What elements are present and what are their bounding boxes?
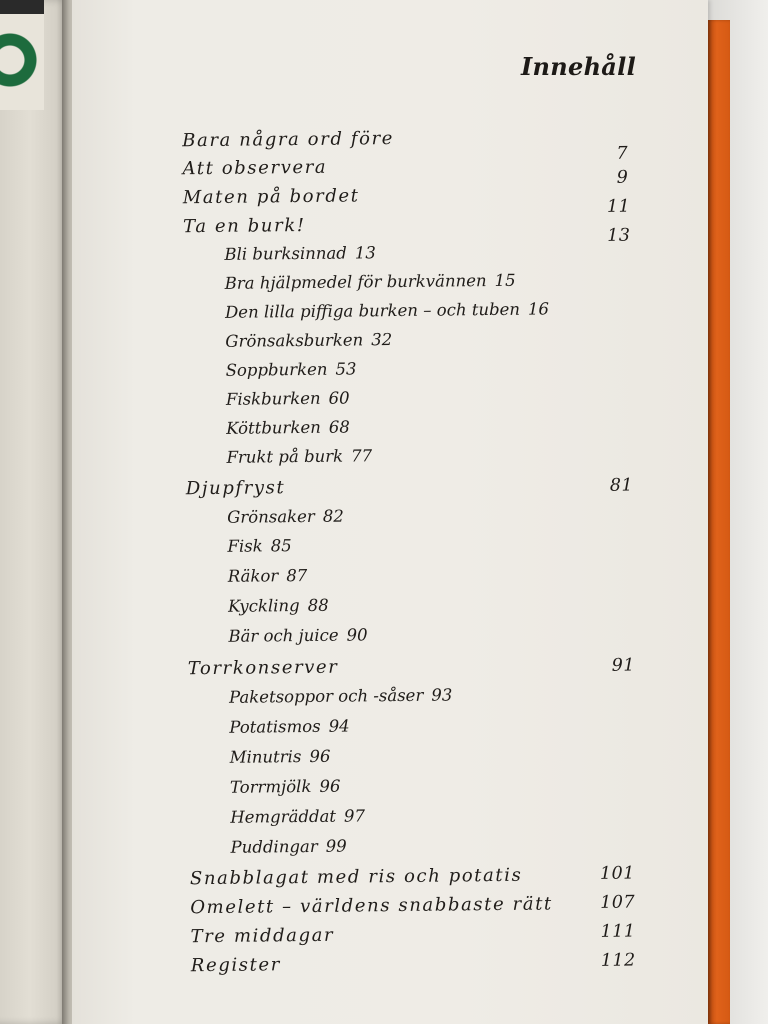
chapter-title: Bara några ord före [182, 128, 395, 152]
subitem-title: Räkor [227, 566, 279, 586]
chapter-title: Tre middagar [190, 924, 335, 948]
subitem-page-number: 94 [328, 716, 350, 736]
chapter-page-number: 101 [599, 863, 635, 884]
subitem-title: Kyckling [228, 596, 300, 616]
subitem-title: Paketsoppor och -såser [228, 685, 424, 707]
chapter-title: Torrkonserver [187, 656, 339, 680]
chapter-page-number: 112 [600, 950, 636, 971]
subitem-title: Bär och juice [228, 625, 339, 646]
chapter-title: Snabblagat med ris och potatis [189, 864, 523, 890]
chapter-title: Djupfryst [185, 477, 286, 500]
subitem-title: Den lilla piffiga burken – och tuben [224, 299, 521, 322]
chapter-page-number: 11 [606, 196, 631, 217]
subitem-title: Torrmjölk [229, 776, 312, 797]
subitem-page-number: 93 [431, 685, 453, 705]
subitem-title: Hemgräddat [230, 806, 337, 827]
chapter-page-number: 13 [607, 225, 631, 246]
subitem-page-number: 90 [346, 625, 368, 645]
subitem-title: Bra hjälpmedel för burkvännen [224, 271, 487, 293]
chapter-page-number: 107 [600, 892, 636, 913]
subitem-title: Frukt på burk [226, 446, 344, 467]
subitem-title: Potatismos [229, 716, 321, 737]
page-title: Innehåll [520, 52, 636, 81]
subitem-title: Grönsaker [227, 506, 315, 527]
subitem-page-number: 96 [309, 746, 331, 766]
subitem-page-number: 53 [335, 359, 357, 379]
subitem-title: Fisk [227, 536, 263, 556]
subitem-page-number: 15 [494, 270, 516, 290]
chapter-title: Maten på bordet [182, 185, 360, 209]
subitem-title: Fiskburken [225, 388, 321, 409]
chapter-page-number: 91 [611, 655, 636, 676]
chapter-page-number: 81 [609, 475, 634, 496]
chapter-title: Omelett – världens snabbaste rätt [190, 893, 553, 919]
subitem-title: Bli burksinnad [224, 243, 347, 264]
chapter-title: Register [190, 954, 281, 977]
subitem-page-number: 60 [328, 388, 350, 408]
subitem-page-number: 97 [343, 806, 366, 826]
subitem-page-number: 88 [307, 595, 329, 615]
chapter-title: Ta en burk! [183, 214, 306, 238]
chapter-page-number: 111 [600, 921, 636, 942]
subitem-page-number: 13 [354, 243, 376, 263]
subitem-title: Minutris [229, 747, 302, 767]
subitem-page-number: 77 [350, 446, 373, 466]
subitem-page-number: 68 [328, 417, 350, 437]
subitem-page-number: 16 [527, 299, 550, 319]
subitem-page-number: 87 [286, 565, 308, 586]
subitem-page-number: 96 [319, 776, 341, 796]
subitem-title: Soppburken [225, 359, 328, 380]
subitem-page-number: 32 [371, 330, 393, 350]
subitem-page-number: 99 [325, 836, 347, 856]
subitem-page-number: 85 [270, 536, 292, 556]
chapter-title: Att observera [182, 156, 328, 180]
subitem-title: Grönsaksburken [225, 330, 364, 351]
subitem-title: Puddingar [230, 836, 318, 857]
chapter-page-number: 7 [616, 143, 629, 164]
chapter-page-number: 9 [616, 167, 629, 188]
subitem-title: Köttburken [226, 417, 321, 438]
subitem-page-number: 82 [322, 506, 344, 526]
